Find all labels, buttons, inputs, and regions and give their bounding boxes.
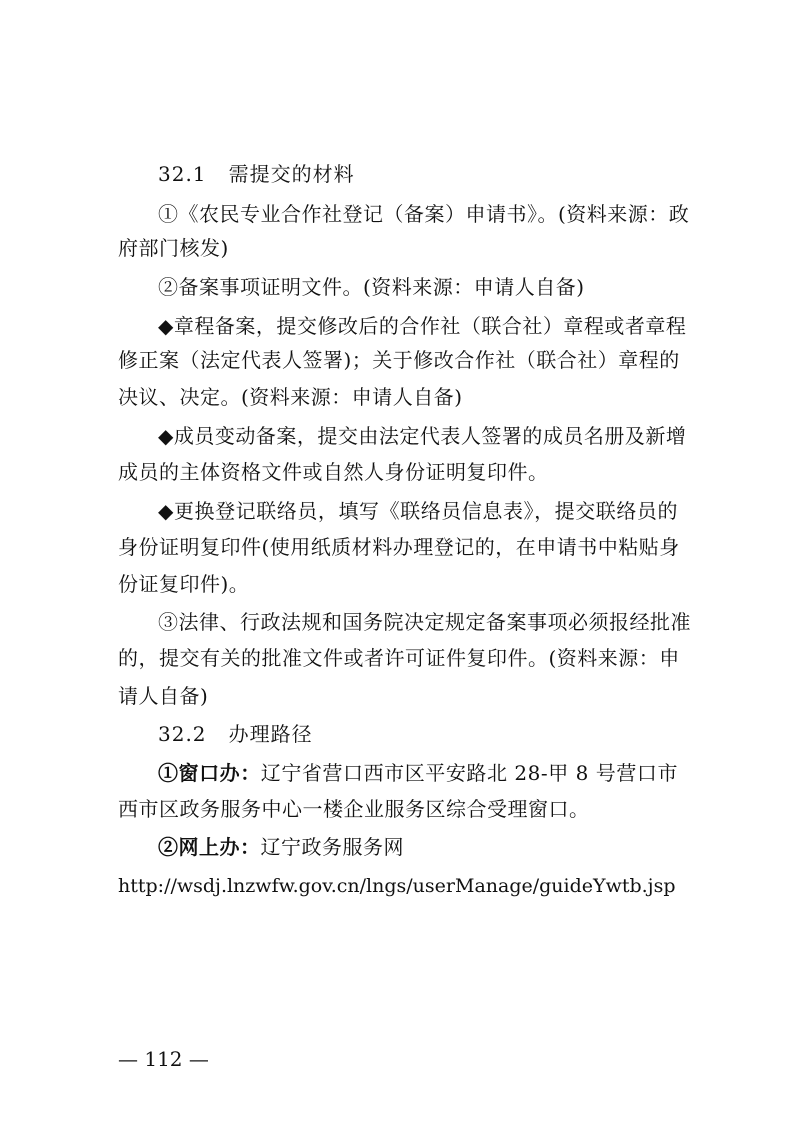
window-service-line	[158, 761, 678, 785]
paragraph-line: ◆章程备案，提交修改后的合作社（联合社）章程或者章程	[158, 314, 687, 338]
paragraph-line: 修正案（法定代表人签署)；关于修改合作社（联合社）章程的	[118, 348, 680, 372]
online-service-line	[158, 835, 678, 859]
section-title: 需提交的材料	[228, 162, 355, 186]
online-service-url: http://wsdj.lnzwfw.gov.cn/lngs/userManage/guideYwtb.jsp	[118, 875, 676, 897]
paragraph-line: ◆更换登记联络员，填写《联络员信息表》，提交联络员的	[158, 499, 678, 523]
paragraph-line: ◆成员变动备案，提交由法定代表人签署的成员名册及新增	[158, 424, 687, 448]
section-heading-32-2	[158, 722, 678, 746]
section-number: 32.2	[158, 722, 207, 746]
paragraph-line: 西市区政务服务中心一楼企业服务区综合受理窗口。	[118, 797, 590, 821]
paragraph-line: ①《农民专业合作社登记（备案）申请书》。(资料来源：政	[158, 202, 690, 226]
paragraph-line: 份证复印件)。	[118, 572, 250, 596]
paragraph-line: 成员的主体资格文件或自然人身份证明复印件。	[118, 460, 549, 484]
paragraph-line: 府部门核发)	[118, 236, 229, 260]
online-service-label: ②网上办：	[158, 835, 261, 859]
paragraph-line: ③法律、行政法规和国务院决定规定备案事项必须报经批准	[158, 610, 691, 634]
paragraph-line: 决议、决定。(资料来源：申请人自备)	[118, 385, 463, 409]
section-number: 32.1	[158, 162, 207, 186]
section-heading-32-1	[158, 162, 678, 186]
online-service-text: 辽宁政务服务网	[260, 835, 404, 859]
page-number: — 112 —	[118, 1047, 209, 1071]
section-title: 办理路径	[228, 722, 313, 746]
paragraph-line: ②备案事项证明文件。(资料来源：申请人自备)	[158, 275, 585, 299]
paragraph-line: 请人自备)	[118, 684, 209, 708]
window-service-label: ①窗口办：	[158, 761, 261, 785]
window-service-address: 辽宁省营口西市区平安路北 28-甲 8 号营口市	[260, 761, 678, 785]
paragraph-line: 的，提交有关的批准文件或者许可证件复印件。(资料来源：申	[118, 646, 680, 670]
paragraph-line: 身份证明复印件(使用纸质材料办理登记的，在申请书中粘贴身	[118, 535, 680, 559]
